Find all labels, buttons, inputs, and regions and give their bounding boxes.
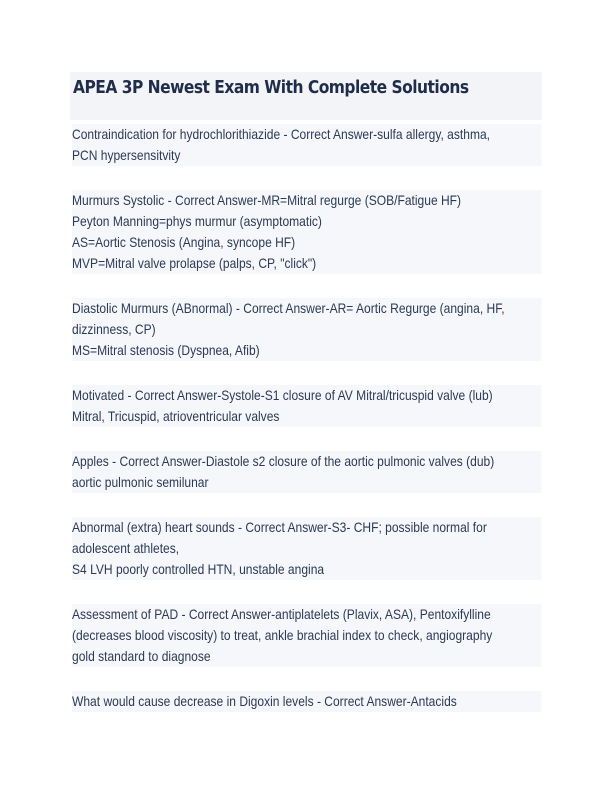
entry-text-line: PCN hypersensitvity [72, 145, 542, 166]
qa-entry [72, 604, 542, 667]
entry-text-line: Contraindication for hydrochlorithiazide - Correct Answer-sulfa allergy, asthma, [72, 124, 542, 145]
entry-text-line: Murmurs Systolic - Correct Answer-MR=Mitral regurge (SOB/Fatigue HF) [72, 190, 542, 211]
qa-entry [72, 124, 542, 166]
qa-entry [72, 385, 542, 427]
qa-list [72, 124, 542, 736]
entry-text-line: S4 LVH poorly controlled HTN, unstable angina [72, 559, 542, 580]
qa-entry [72, 190, 542, 274]
entry-text-line: Mitral, Tricuspid, atrioventricular valves [72, 406, 542, 427]
entry-text-line: Peyton Manning=phys murmur (asymptomatic) [72, 211, 542, 232]
entry-text-line: MVP=Mitral valve prolapse (palps, CP, "click") [72, 253, 542, 274]
entry-text-line: What would cause decrease in Digoxin levels - Correct Answer-Antacids [72, 691, 542, 712]
qa-entry [72, 298, 542, 361]
entry-text-line: dizzinness, CP) [72, 319, 542, 340]
entry-text-line: (decreases blood viscosity) to treat, ankle brachial index to check, angiography [72, 625, 542, 646]
entry-text-line: gold standard to diagnose [72, 646, 542, 667]
entry-text-line: Apples - Correct Answer-Diastole s2 closure of the aortic pulmonic valves (dub) [72, 451, 542, 472]
page-title: APEA 3P Newest Exam With Complete Solutions [73, 77, 469, 98]
entry-text-line: Motivated - Correct Answer-Systole-S1 closure of AV Mitral/tricuspid valve (lub) [72, 385, 542, 406]
qa-entry [72, 451, 542, 493]
entry-text-line: Assessment of PAD - Correct Answer-antiplatelets (Plavix, ASA), Pentoxifylline [72, 604, 542, 625]
entry-text-line: MS=Mitral stenosis (Dyspnea, Afib) [72, 340, 542, 361]
qa-entry [72, 517, 542, 580]
entry-text-line: aortic pulmonic semilunar [72, 472, 542, 493]
qa-entry [72, 691, 542, 712]
entry-text-line: adolescent athletes, [72, 538, 542, 559]
entry-text-line: AS=Aortic Stenosis (Angina, syncope HF) [72, 232, 542, 253]
entry-text-line: Abnormal (extra) heart sounds - Correct Answer-S3- CHF; possible normal for [72, 517, 542, 538]
entry-text-line: Diastolic Murmurs (ABnormal) - Correct Answer-AR= Aortic Regurge (angina, HF, [72, 298, 542, 319]
